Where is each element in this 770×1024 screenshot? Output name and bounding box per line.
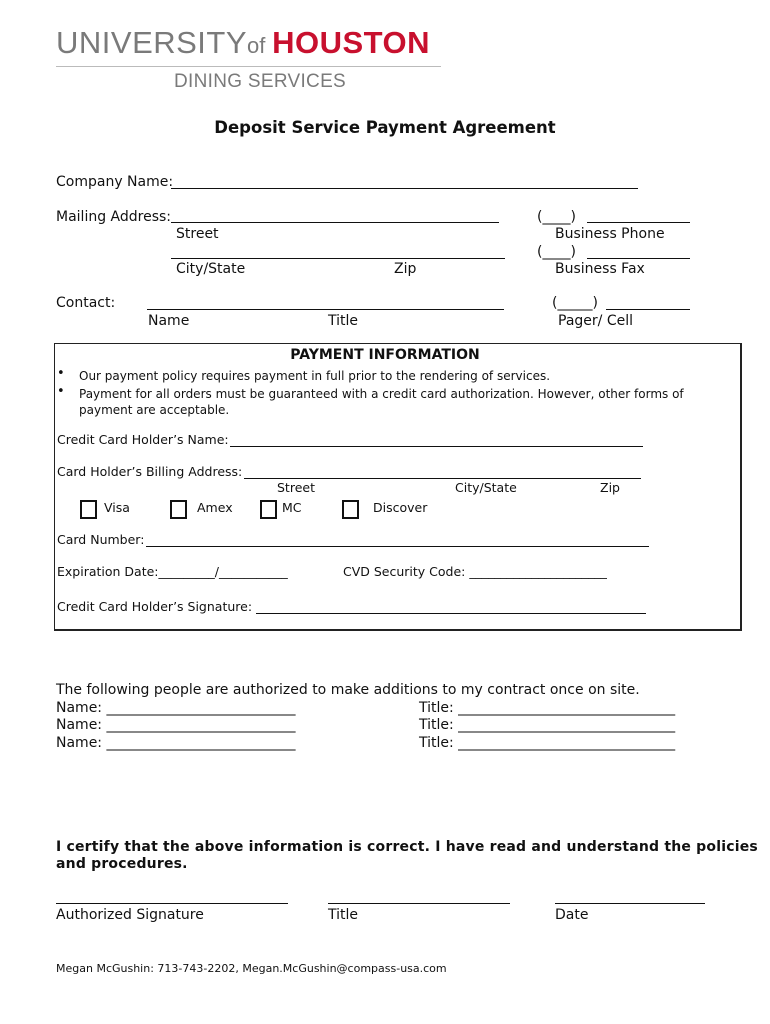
authorized-name-field-2[interactable]: Name: ___________________________: [56, 717, 296, 733]
mc-label: MC: [282, 500, 302, 515]
contact-label: Contact:: [56, 295, 116, 311]
billing-address-label: Card Holder’s Billing Address:: [57, 464, 243, 479]
amex-checkbox[interactable]: [170, 500, 187, 519]
certify-statement-line1: I certify that the above information is correct. I have read and understand the policies: [56, 839, 758, 855]
billing-zip-label: Zip: [600, 480, 620, 495]
university-logo: [56, 26, 430, 63]
logo-university-text: UNIVERSITY: [56, 25, 248, 60]
document-title: Deposit Service Payment Agreement: [214, 118, 556, 137]
card-number-field[interactable]: [146, 546, 649, 547]
payment-policy-bullet-2: Payment for all orders must be guaranteed with a credit card authorization. However, other forms of: [79, 387, 684, 401]
payment-policy-bullet-1: Our payment policy requires payment in full prior to the rendering of services.: [79, 369, 551, 383]
pager-field[interactable]: [606, 309, 690, 310]
street-field[interactable]: [171, 222, 499, 223]
pager-area-code: (_____): [552, 295, 598, 311]
date-field[interactable]: [555, 903, 705, 904]
zip-label: Zip: [394, 261, 417, 277]
authorized-signature-field[interactable]: [56, 903, 288, 904]
company-name-field[interactable]: [171, 188, 638, 189]
logo-of-text: of: [247, 33, 266, 58]
phone-area-code: (____): [537, 209, 576, 225]
contact-name-label: Name: [148, 313, 190, 329]
card-holder-signature-field[interactable]: [256, 613, 646, 614]
discover-label: Discover: [373, 500, 428, 515]
pager-label: Pager/ Cell: [558, 313, 633, 329]
visa-label: Visa: [104, 500, 130, 515]
logo-subtitle: DINING SERVICES: [174, 71, 347, 92]
signature-title-field[interactable]: [328, 903, 510, 904]
city-state-zip-field[interactable]: [171, 258, 505, 259]
bullet-icon: •: [57, 366, 65, 381]
contact-field[interactable]: [147, 309, 504, 310]
authorized-signature-label: Authorized Signature: [56, 907, 204, 923]
authorized-intro: The following people are authorized to make additions to my contract once on site.: [56, 682, 640, 698]
logo-houston-text: HOUSTON: [272, 25, 431, 60]
billing-address-field[interactable]: [244, 478, 641, 479]
mc-checkbox[interactable]: [260, 500, 277, 519]
payment-policy-bullet-2-cont: payment are acceptable.: [79, 403, 230, 417]
authorized-name-field-1[interactable]: Name: ___________________________: [56, 700, 296, 716]
billing-city-state-label: City/State: [455, 480, 517, 495]
discover-checkbox[interactable]: [342, 500, 359, 519]
authorized-title-field-1[interactable]: Title: _______________________________: [419, 700, 676, 716]
expiration-date-field[interactable]: Expiration Date:_________/___________: [57, 564, 288, 579]
business-fax-label: Business Fax: [555, 261, 645, 277]
date-label: Date: [555, 907, 589, 923]
footer-contact: Megan McGushin: 713-743-2202, Megan.McGushin@compass-usa.com: [56, 962, 447, 975]
mailing-address-label: Mailing Address:: [56, 209, 172, 225]
billing-street-label: Street: [277, 480, 315, 495]
fax-area-code: (____): [537, 244, 576, 260]
business-fax-field[interactable]: [587, 258, 690, 259]
certify-statement-line2: and procedures.: [56, 856, 188, 872]
business-phone-label: Business Phone: [555, 226, 665, 242]
card-holder-name-field[interactable]: [230, 446, 643, 447]
contact-title-label: Title: [328, 313, 359, 329]
payment-information-heading: PAYMENT INFORMATION: [290, 347, 480, 363]
signature-title-label: Title: [328, 907, 359, 923]
street-label: Street: [176, 226, 219, 242]
authorized-title-field-2[interactable]: Title: _______________________________: [419, 717, 676, 733]
business-phone-field[interactable]: [587, 222, 690, 223]
card-number-label: Card Number:: [57, 532, 145, 547]
visa-checkbox[interactable]: [80, 500, 97, 519]
authorized-name-field-3[interactable]: Name: ___________________________: [56, 735, 296, 751]
bullet-icon: •: [57, 384, 65, 399]
authorized-title-field-3[interactable]: Title: _______________________________: [419, 735, 676, 751]
company-name-label: Company Name:: [56, 174, 174, 190]
logo-divider: [56, 66, 441, 67]
city-state-label: City/State: [176, 261, 246, 277]
card-holder-signature-label: Credit Card Holder’s Signature:: [57, 599, 253, 614]
card-holder-name-label: Credit Card Holder’s Name:: [57, 432, 229, 447]
amex-label: Amex: [197, 500, 233, 515]
cvd-security-code-field[interactable]: CVD Security Code: ______________________: [343, 564, 607, 579]
